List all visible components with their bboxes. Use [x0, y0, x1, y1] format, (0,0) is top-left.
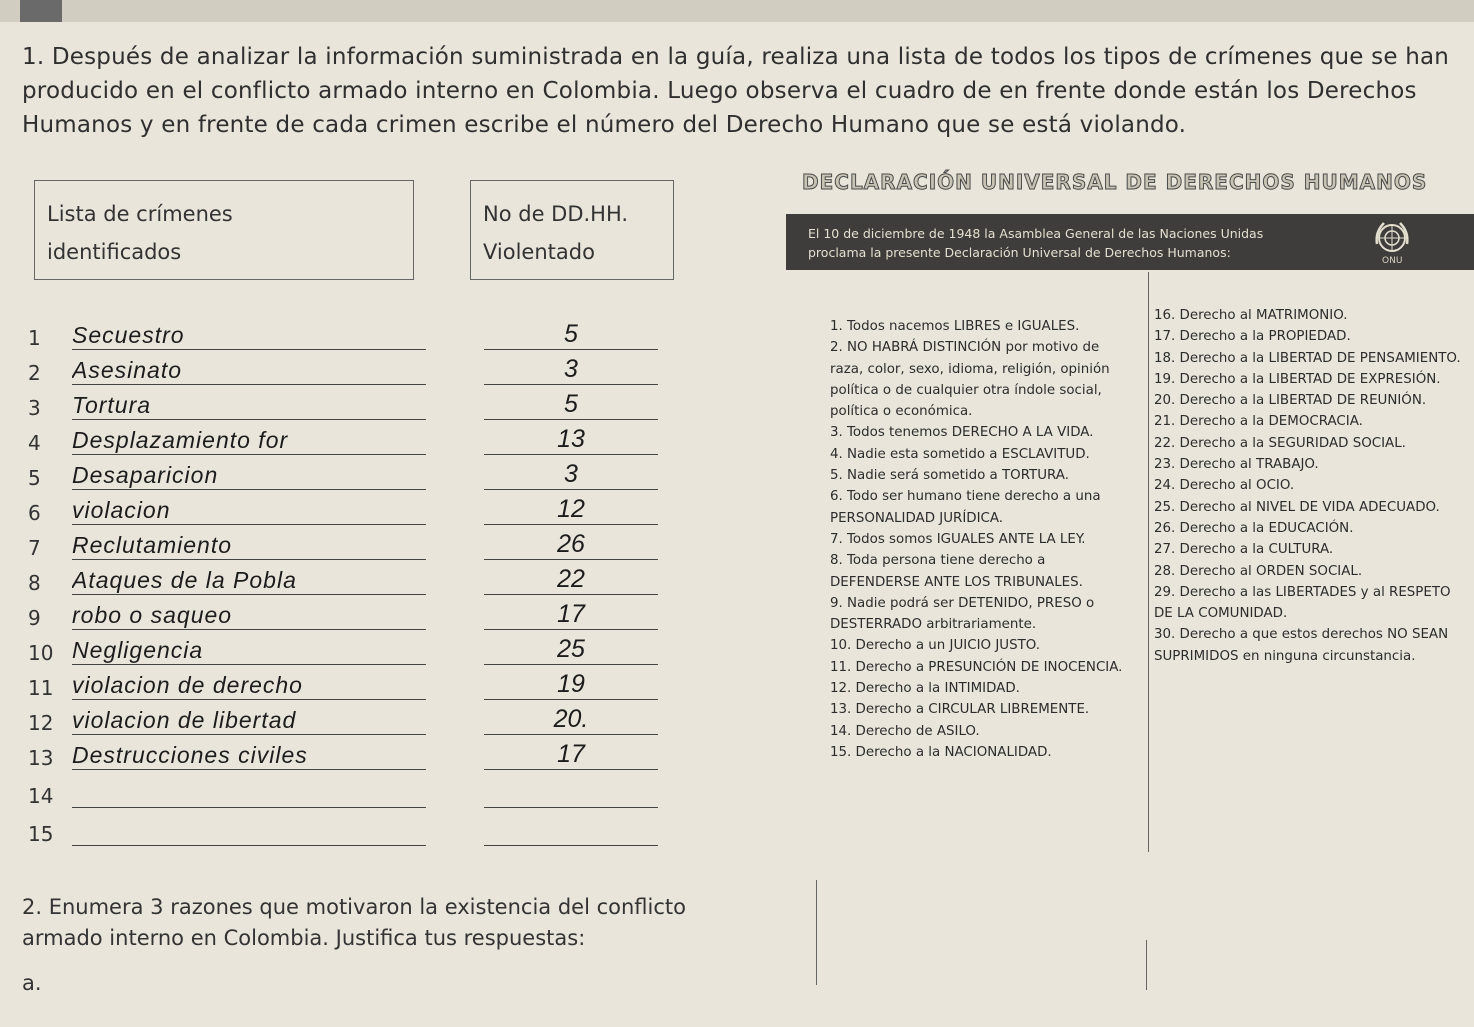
un-emblem-icon — [1372, 218, 1412, 258]
crime-row — [28, 561, 668, 597]
crime-field[interactable]: Negligencia — [72, 636, 426, 665]
crime-row — [28, 526, 668, 562]
crime-field[interactable]: Ataques de la Pobla — [72, 566, 426, 595]
row-number: 15 — [28, 822, 54, 846]
declaration-title: DECLARACIÓN UNIVERSAL DE DERECHOS HUMANOS — [802, 170, 1428, 194]
top-strip-dark — [20, 0, 62, 22]
crime-row — [28, 316, 668, 352]
crime-field[interactable]: Destrucciones civiles — [72, 741, 426, 770]
article-28: 28. Derecho al ORDEN SOCIAL. — [1154, 563, 1363, 579]
crime-field[interactable]: violacion de derecho — [72, 671, 426, 700]
article-9: 9. Nadie podrá ser DETENIDO, PRESO o DESTERRADO arbitrariamente. — [830, 595, 1095, 633]
crime-field[interactable]: robo o saqueo — [72, 601, 426, 630]
article-17: 17. Derecho a la PROPIEDAD. — [1154, 329, 1351, 345]
article-23: 23. Derecho al TRABAJO. — [1154, 457, 1319, 473]
row-number: 10 — [28, 641, 54, 665]
article-1: 1. Todos nacemos LIBRES e IGUALES. — [830, 319, 1080, 334]
crime-field[interactable]: Reclutamiento — [72, 531, 426, 560]
declaration-subtitle — [808, 224, 1368, 262]
top-strip — [0, 0, 1474, 22]
right-number-field[interactable]: 19 — [484, 669, 658, 700]
article-2: 2. NO HABRÁ DISTINCIÓN por motivo de raza, color, sexo, idioma, religión, opinión política o de cualquier otra índole social, política o económica. — [830, 340, 1110, 420]
right-number-field[interactable]: 17 — [484, 739, 658, 770]
question-2 — [22, 892, 712, 999]
article-20: 20. Derecho a la LIBERTAD DE REUNIÓN. — [1154, 393, 1427, 409]
right-number-field[interactable]: 12 — [484, 494, 658, 525]
crime-field[interactable] — [72, 817, 426, 846]
crime-row — [28, 456, 668, 492]
right-number-field[interactable]: 22 — [484, 564, 658, 595]
article-15: 15. Derecho a la NACIONALIDAD. — [830, 744, 1052, 760]
articles-column-2 — [1154, 305, 1470, 667]
article-8: 8. Toda persona tiene derecho a DEFENDERSE ANTE LOS TRIBUNALES. — [830, 553, 1083, 590]
row-number: 1 — [28, 326, 41, 350]
row-number: 12 — [28, 711, 54, 735]
article-24: 24. Derecho al OCIO. — [1154, 478, 1295, 494]
crimes-header-line2: identificados — [47, 240, 182, 264]
answer-a-label: a. — [22, 971, 42, 995]
row-number: 6 — [28, 501, 41, 525]
row-number: 4 — [28, 431, 41, 455]
crime-row — [28, 774, 668, 810]
row-number: 3 — [28, 396, 41, 420]
crime-field[interactable]: Tortura — [72, 391, 426, 420]
article-21: 21. Derecho a la DEMOCRACIA. — [1154, 414, 1363, 430]
article-26: 26. Derecho a la EDUCACIÓN. — [1154, 520, 1354, 536]
right-number-field[interactable]: 5 — [484, 319, 658, 350]
crimes-header-line1: Lista de crímenes — [47, 202, 233, 226]
right-number-field[interactable] — [484, 777, 658, 808]
row-number: 13 — [28, 746, 54, 770]
crimes-header-box — [34, 180, 414, 280]
row-number: 14 — [28, 784, 54, 808]
crime-row — [28, 351, 668, 387]
row-number: 5 — [28, 466, 41, 490]
ddhh-header-line1: No de DD.HH. — [483, 202, 629, 226]
row-number: 11 — [28, 676, 54, 700]
crime-row — [28, 736, 668, 772]
article-11: 11. Derecho a PRESUNCIÓN DE INOCENCIA. — [830, 659, 1123, 675]
column-divider — [816, 880, 817, 985]
row-number: 7 — [28, 536, 41, 560]
ddhh-header-box — [470, 180, 674, 280]
crime-field[interactable]: Secuestro — [72, 321, 426, 350]
article-19: 19. Derecho a la LIBERTAD DE EXPRESIÓN. — [1154, 371, 1441, 387]
crime-row — [28, 701, 668, 737]
crime-row — [28, 421, 668, 457]
right-number-field[interactable] — [484, 815, 658, 846]
right-number-field[interactable]: 13 — [484, 424, 658, 455]
crime-row — [28, 812, 668, 848]
article-27: 27. Derecho a la CULTURA. — [1154, 542, 1334, 558]
subtitle-line-2: proclama la presente Declaración Universal de Derechos Humanos: — [808, 245, 1231, 260]
right-number-field[interactable]: 25 — [484, 634, 658, 665]
right-number-field[interactable]: 3 — [484, 459, 658, 490]
article-13: 13. Derecho a CIRCULAR LIBREMENTE. — [830, 702, 1090, 718]
right-number-field[interactable]: 17 — [484, 599, 658, 630]
article-10: 10. Derecho a un JUICIO JUSTO. — [830, 638, 1041, 654]
article-29: 29. Derecho a las LIBERTADES y al RESPETO DE LA COMUNIDAD. — [1154, 584, 1451, 622]
crime-row — [28, 631, 668, 667]
article-5: 5. Nadie será sometido a TORTURA. — [830, 468, 1069, 484]
subtitle-line-1: El 10 de diciembre de 1948 la Asamblea General de las Naciones Unidas — [808, 226, 1264, 241]
crime-field[interactable]: Desaparicion — [72, 461, 426, 490]
right-number-field[interactable]: 26 — [484, 529, 658, 560]
crime-row — [28, 596, 668, 632]
crime-row — [28, 491, 668, 527]
article-12: 12. Derecho a la INTIMIDAD. — [830, 681, 1020, 697]
crime-field[interactable]: Asesinato — [72, 356, 426, 385]
article-16: 16. Derecho al MATRIMONIO. — [1154, 308, 1348, 323]
crime-field[interactable]: violacion de libertad — [72, 706, 426, 735]
article-14: 14. Derecho de ASILO. — [830, 723, 980, 739]
crime-row — [28, 386, 668, 422]
crime-field[interactable] — [72, 779, 426, 808]
article-22: 22. Derecho a la SEGURIDAD SOCIAL. — [1154, 435, 1406, 451]
crime-row — [28, 666, 668, 702]
row-number: 2 — [28, 361, 41, 385]
crime-field[interactable]: violacion — [72, 496, 426, 525]
column-divider — [1148, 272, 1149, 852]
crime-field[interactable]: Desplazamiento for — [72, 426, 426, 455]
article-3: 3. Todos tenemos DERECHO A LA VIDA. — [830, 425, 1094, 441]
right-number-field[interactable]: 3 — [484, 354, 658, 385]
row-number: 8 — [28, 571, 41, 595]
article-6: 6. Todo ser humano tiene derecho a una PERSONALIDAD JURÍDICA. — [830, 489, 1101, 526]
question-2-text: 2. Enumera 3 razones que motivaron la existencia del conflicto armado interno en Colombia. Justifica tus respuestas: — [22, 895, 686, 950]
un-label: ONU — [1382, 256, 1403, 266]
article-25: 25. Derecho al NIVEL DE VIDA ADECUADO. — [1154, 499, 1440, 515]
ddhh-header-line2: Violentado — [483, 240, 595, 264]
article-30: 30. Derecho a que estos derechos NO SEAN SUPRIMIDOS en ninguna circunstancia. — [1154, 627, 1449, 664]
column-divider — [1146, 940, 1147, 990]
row-number: 9 — [28, 606, 41, 630]
declaration-band — [786, 214, 1474, 270]
right-number-field[interactable]: 5 — [484, 389, 658, 420]
articles-column-1 — [830, 316, 1136, 763]
right-number-field[interactable]: 20. — [484, 704, 658, 735]
article-18: 18. Derecho a la LIBERTAD DE PENSAMIENTO. — [1154, 350, 1461, 366]
question-1-text: 1. Después de analizar la información suministrada en la guía, realiza una lista de todos los tipos de crímenes que se han producido en el conflicto armado interno en Colombia. Luego observa el cuadro de en frente donde están los Derechos Humanos y en frente de cada crimen escribe el número del Derecho Humano que se está violando. — [22, 44, 1450, 138]
article-7: 7. Todos somos IGUALES ANTE LA LEY. — [830, 531, 1086, 547]
article-4: 4. Nadie esta sometido a ESCLAVITUD. — [830, 446, 1090, 462]
